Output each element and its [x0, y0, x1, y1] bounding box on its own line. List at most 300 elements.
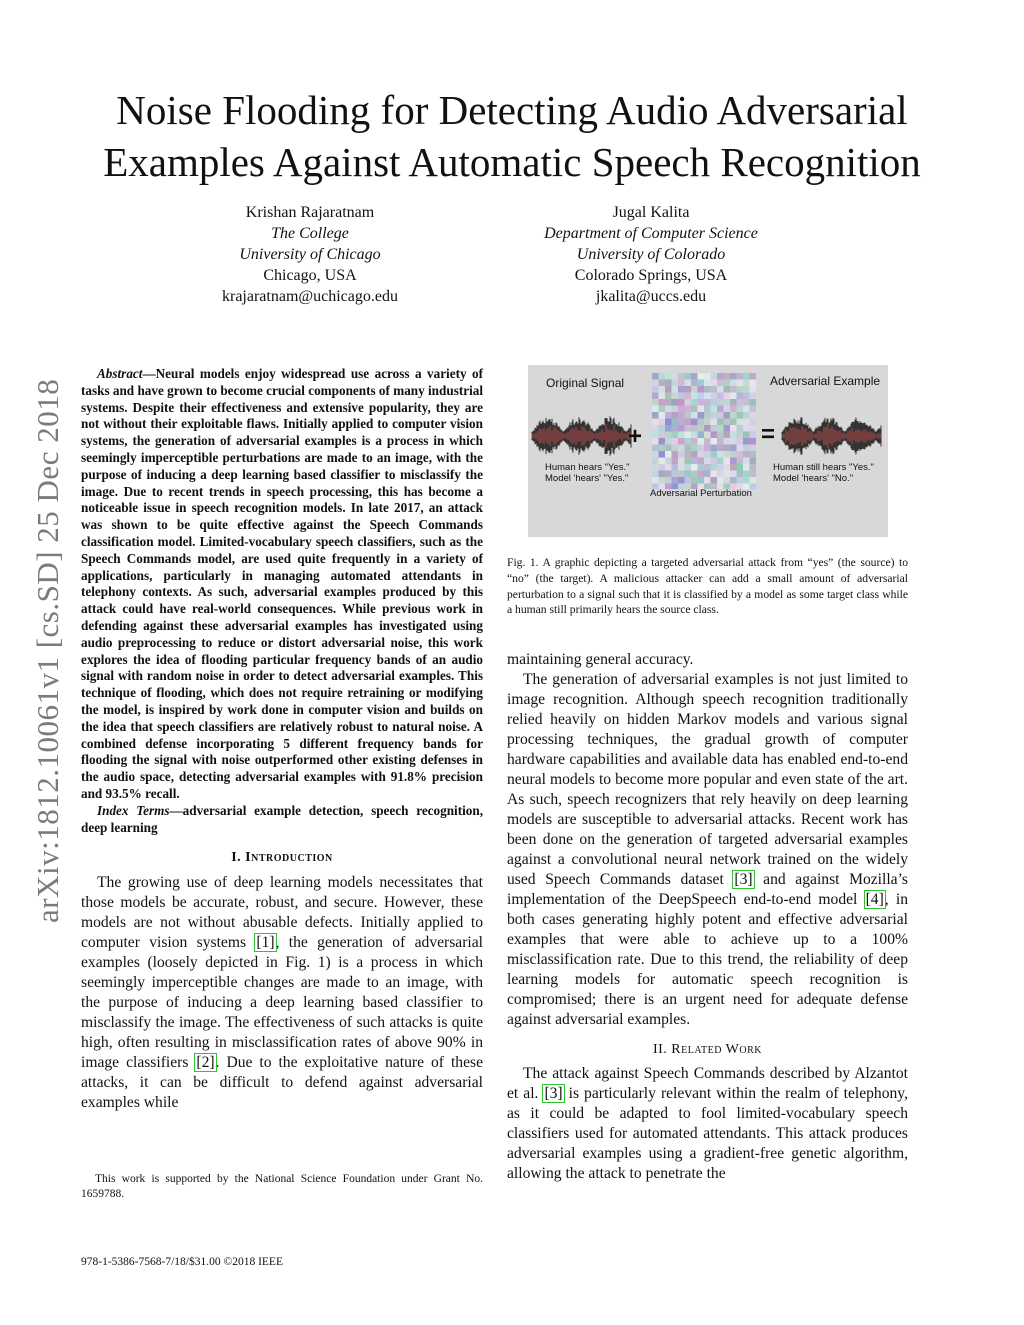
noise-pixel	[730, 464, 737, 471]
noise-pixel	[652, 380, 659, 387]
intro-text-b: , the generation of adversarial examples (loosely depicted in Fig. 1) is a process in which seemingly imperceptible changes are made to an image, with the purpose of inducing a deep learning based classifier to misclassify the image. The effectiveness of such attacks is quite high, often resulting in misclassification rates of above 90% in image classifiers	[81, 934, 483, 1072]
noise-pixel	[730, 419, 737, 426]
noise-pixel	[711, 412, 718, 419]
noise-pixel	[750, 386, 757, 393]
noise-pixel	[691, 445, 698, 452]
noise-pixel	[750, 438, 757, 445]
noise-pixel	[678, 477, 685, 484]
author-univ: University of Colorado	[576, 246, 726, 263]
citation-link-4[interactable]: [4]	[865, 891, 884, 908]
noise-pixel	[652, 393, 659, 400]
noise-pixel	[750, 425, 757, 432]
noise-pixel	[737, 393, 744, 400]
noise-pixel	[698, 432, 705, 439]
related-paragraph-1	[507, 1064, 908, 1184]
noise-pixel	[659, 425, 666, 432]
noise-pixel	[691, 458, 698, 465]
noise-pixel	[743, 393, 750, 400]
section-heading-introduction: I. Introduction	[231, 850, 333, 866]
noise-pixel	[685, 425, 692, 432]
noise-pixel	[659, 406, 666, 413]
noise-pixel	[672, 419, 679, 426]
noise-pixel	[730, 412, 737, 419]
noise-pixel	[737, 373, 744, 380]
noise-pixel	[737, 386, 744, 393]
citation-link-2[interactable]: [2]	[196, 1054, 215, 1072]
abstract-lead: Abstract	[97, 366, 143, 381]
noise-pixel	[659, 438, 666, 445]
noise-pixel	[691, 393, 698, 400]
noise-pixel	[711, 458, 718, 465]
noise-pixel	[698, 425, 705, 432]
noise-pixel	[672, 445, 679, 452]
noise-pixel	[698, 451, 705, 458]
noise-pixel	[724, 399, 731, 406]
related-text-a: The attack against Speech Commands described by Alzantot et al.	[507, 1065, 908, 1102]
noise-pixel	[743, 399, 750, 406]
author-location: Chicago, USA	[263, 267, 357, 284]
figure-human-hears-1: Human hears "Yes."	[545, 462, 630, 473]
noise-pixel	[685, 464, 692, 471]
noise-pixel	[717, 464, 724, 471]
noise-pixel	[665, 412, 672, 419]
original-waveform-image	[530, 413, 634, 459]
noise-pixel	[711, 425, 718, 432]
noise-pixel	[717, 438, 724, 445]
noise-pixel	[678, 373, 685, 380]
noise-pixel	[737, 399, 744, 406]
author-name: Jugal Kalita	[612, 204, 690, 221]
noise-pixel	[730, 380, 737, 387]
noise-pixel	[737, 412, 744, 419]
noise-pixel	[704, 477, 711, 484]
author-location: Colorado Springs, USA	[574, 267, 728, 284]
noise-pixel	[659, 464, 666, 471]
noise-pixel	[730, 373, 737, 380]
right-paragraph-1	[507, 670, 908, 1030]
noise-pixel	[685, 438, 692, 445]
noise-pixel	[750, 399, 757, 406]
noise-pixel	[672, 432, 679, 439]
noise-pixel	[704, 419, 711, 426]
original-waveform	[532, 416, 631, 456]
noise-pixel	[691, 432, 698, 439]
right-text-c: , in both cases generating highly potent and effective adversarial examples that were able to achieve up to a 100% misclassification rate. Due to this trend, the reliability of deep learning models for automatic speech recognition is compromised; there is an urgent need for adequate defense against adversarial examples.	[507, 891, 908, 1028]
plus-sign: +	[628, 423, 643, 450]
noise-pixel	[672, 373, 679, 380]
noise-pixel	[711, 471, 718, 478]
noise-pixel	[743, 419, 750, 426]
noise-pixel	[743, 471, 750, 478]
noise-pixel	[691, 373, 698, 380]
noise-pixel	[750, 406, 757, 413]
figure-human-hears-2: Human still hears "Yes."	[773, 462, 874, 473]
footnote-block	[81, 1172, 483, 1202]
noise-pixel	[724, 477, 731, 484]
noise-pixel	[717, 477, 724, 484]
noise-pixel	[743, 425, 750, 432]
noise-pixel	[659, 451, 666, 458]
noise-pixel	[652, 412, 659, 419]
noise-pixel	[730, 406, 737, 413]
noise-pixel	[685, 471, 692, 478]
noise-pixel	[743, 406, 750, 413]
noise-pixel	[698, 438, 705, 445]
intro-text-a: The growing use of deep learning models necessitates that those models be accurate, robust, and secure. However, these models are not without abusable defects. Initially applied to computer vision systems	[81, 874, 483, 952]
noise-pixel	[652, 471, 659, 478]
figure-perturbation-label: Adversarial Perturbation	[650, 488, 752, 499]
figure-adversarial-example-label: Adversarial Example	[770, 374, 881, 388]
noise-pixel	[711, 451, 718, 458]
noise-pixel	[698, 399, 705, 406]
noise-pixel	[750, 477, 757, 484]
noise-pixel	[704, 451, 711, 458]
noise-pixel	[743, 373, 750, 380]
figure-1	[528, 365, 888, 537]
noise-pixel	[698, 477, 705, 484]
noise-pixel	[678, 438, 685, 445]
noise-pixel	[717, 412, 724, 419]
noise-pixel	[698, 458, 705, 465]
noise-pixel	[717, 393, 724, 400]
figure-model-hears-2: Model 'hears' "No."	[773, 473, 854, 484]
noise-pixel	[652, 399, 659, 406]
noise-pixel	[724, 380, 731, 387]
noise-pixel	[691, 412, 698, 419]
index-terms-lead: Index Terms	[97, 802, 170, 818]
noise-pixel	[737, 438, 744, 445]
noise-pixel	[717, 432, 724, 439]
noise-pixel	[698, 419, 705, 426]
noise-pixel	[665, 399, 672, 406]
noise-pixel	[704, 438, 711, 445]
title-line-2: Examples Against Automatic Speech Recognition	[103, 139, 921, 185]
noise-pixel	[743, 380, 750, 387]
figure-model-hears-1: Model 'hears' "Yes."	[545, 473, 629, 484]
noise-pixel	[659, 419, 666, 426]
noise-pixel	[724, 393, 731, 400]
noise-pixel	[691, 464, 698, 471]
noise-pixel	[711, 406, 718, 413]
noise-pixel	[704, 445, 711, 452]
noise-pixel	[698, 386, 705, 393]
author-block-1	[150, 202, 470, 307]
abstract-text: —Neural models enjoy widespread use across a variety of tasks and have grown to become crucial components of many industrial systems. Despite their effectiveness and extensive popularity, they are not without their exploitable flaws. Initially applied to computer vision systems, the generation of adversarial examples is a process in which seemingly imperceptible perturbations are made to an image, with the purpose of inducing a deep learning based classifier to misclassify the image. Due to recent trends in speech processing, this has become a noticeable issue in speech recognition models. In late 2017, an attack was shown to be quite effective against the Speech Commands classification model. Limited-vocabulary speech classifiers, such as the Speech Commands model, are used quite frequently in a variety of applications, particularly in managing automated attendants in telephony contexts. As such, adversarial examples produced by this attack could have real-world consequences. While previous work in defending against these adversarial examples has investigated using audio preprocessing to reduce or distort adversarial noise, this work explores the idea of flooding particular frequency bands of an audio signal with random noise in order to detect adversarial examples. This technique of flooding, which does not require retraining or modifying the model, is inspired by work done in computer vision and builds on the idea that speech classifiers are relatively robust to natural noise. A combined defense incorporating 5 different frequency bands for flooding the signal with noise outperformed other existing defenses in the audio space, detecting adversarial examples with 91.8% precision and 93.5% recall.	[81, 366, 483, 801]
noise-pixel	[711, 432, 718, 439]
noise-pixel	[685, 432, 692, 439]
noise-pixel	[665, 406, 672, 413]
noise-pixel	[698, 393, 705, 400]
noise-pixel	[750, 419, 757, 426]
noise-pixel	[652, 445, 659, 452]
noise-pixel	[678, 412, 685, 419]
noise-pixel	[665, 380, 672, 387]
noise-pixel	[685, 458, 692, 465]
noise-pixel	[652, 419, 659, 426]
noise-pixel	[652, 425, 659, 432]
noise-pixel	[672, 438, 679, 445]
noise-pixel	[750, 445, 757, 452]
noise-pixel	[652, 451, 659, 458]
noise-pixel	[750, 373, 757, 380]
noise-pixel	[685, 477, 692, 484]
noise-pixel	[704, 432, 711, 439]
noise-pixel	[665, 386, 672, 393]
noise-pixel	[717, 471, 724, 478]
noise-pixel	[717, 373, 724, 380]
noise-pixel	[672, 464, 679, 471]
noise-pixel	[750, 432, 757, 439]
noise-pixel	[743, 464, 750, 471]
noise-pixel	[743, 386, 750, 393]
noise-pixel	[652, 458, 659, 465]
noise-pixel	[724, 471, 731, 478]
noise-pixel	[691, 425, 698, 432]
noise-pixel	[737, 458, 744, 465]
noise-pixel	[698, 380, 705, 387]
noise-pixel	[672, 386, 679, 393]
noise-pixel	[659, 399, 666, 406]
noise-pixel	[698, 406, 705, 413]
noise-pixel	[672, 380, 679, 387]
noise-pixel	[743, 412, 750, 419]
noise-pixel	[678, 386, 685, 393]
index-terms-text: —adversarial example detection, speech recognition, deep learning	[81, 802, 483, 835]
noise-pixel	[685, 386, 692, 393]
noise-pixel	[750, 458, 757, 465]
noise-pixel	[750, 451, 757, 458]
noise-pixel	[698, 464, 705, 471]
author-name: Krishan Rajaratnam	[245, 204, 375, 221]
author-univ: University of Chicago	[239, 246, 381, 263]
noise-pixel	[724, 406, 731, 413]
noise-pixel	[743, 438, 750, 445]
noise-pixel	[711, 380, 718, 387]
noise-pixel	[678, 406, 685, 413]
noise-pixel	[665, 445, 672, 452]
noise-pixel	[711, 393, 718, 400]
noise-pixel	[730, 471, 737, 478]
right-paragraph-continued: maintaining general accuracy.	[507, 651, 694, 668]
noise-pixel	[672, 399, 679, 406]
noise-pixel	[659, 471, 666, 478]
adversarial-waveform-image	[780, 413, 884, 459]
noise-pixel	[737, 406, 744, 413]
figure-1-caption: Fig. 1. A graphic depicting a targeted adversarial attack from “yes” (the source) to “no” (the target). A malicious attacker can add a small amount of adversarial perturbation to a signal such that it is classified by a model as some target class while a human still primarily hears the source class.	[507, 556, 908, 617]
noise-pixel	[750, 471, 757, 478]
noise-pixel	[724, 373, 731, 380]
right-column	[507, 650, 908, 1184]
noise-pixel	[659, 412, 666, 419]
noise-pixel	[665, 438, 672, 445]
noise-pixel	[678, 425, 685, 432]
noise-pixel	[711, 419, 718, 426]
noise-pixel	[730, 399, 737, 406]
noise-pixel	[672, 451, 679, 458]
noise-pixel	[704, 406, 711, 413]
noise-pixel	[691, 451, 698, 458]
noise-pixel	[717, 451, 724, 458]
noise-pixel	[652, 386, 659, 393]
noise-pixel	[743, 445, 750, 452]
noise-pixel	[730, 477, 737, 484]
noise-pixel	[678, 471, 685, 478]
noise-pixel	[717, 380, 724, 387]
noise-pixel	[652, 464, 659, 471]
noise-pixel	[685, 412, 692, 419]
noise-pixel	[711, 445, 718, 452]
noise-pixel	[691, 399, 698, 406]
noise-pixel	[730, 445, 737, 452]
noise-pixel	[704, 425, 711, 432]
noise-pixel	[685, 380, 692, 387]
noise-pixel	[652, 406, 659, 413]
noise-pixel	[678, 458, 685, 465]
noise-pixel	[678, 393, 685, 400]
noise-pixel	[665, 393, 672, 400]
noise-pixel	[678, 464, 685, 471]
noise-pixel	[698, 445, 705, 452]
noise-pixel	[717, 419, 724, 426]
intro-text-c: . Due to the exploitative nature of these attacks, it can be difficult to defend against adversarial examples while	[81, 1054, 483, 1112]
noise-pixel	[652, 477, 659, 484]
noise-pixel	[685, 419, 692, 426]
paper-title	[60, 84, 964, 188]
noise-pixel	[717, 386, 724, 393]
noise-pixel	[730, 425, 737, 432]
title-line-1: Noise Flooding for Detecting Audio Adversarial	[116, 87, 908, 133]
noise-pixel	[730, 393, 737, 400]
author-block-2	[491, 202, 811, 307]
citation-link-1[interactable]: [1]	[256, 934, 275, 952]
noise-pixel	[659, 380, 666, 387]
noise-pixel	[685, 393, 692, 400]
noise-pixel	[659, 445, 666, 452]
noise-pixel	[704, 412, 711, 419]
noise-pixel	[724, 445, 731, 452]
noise-pixel	[724, 386, 731, 393]
noise-pixel	[665, 419, 672, 426]
intro-paragraph	[81, 873, 483, 1113]
noise-pixel	[737, 471, 744, 478]
noise-pixel	[704, 471, 711, 478]
adversarial-waveform	[782, 417, 881, 455]
noise-pixel	[724, 425, 731, 432]
noise-pixel	[711, 477, 718, 484]
noise-pixel	[685, 445, 692, 452]
noise-pixel	[659, 477, 666, 484]
author-dept: Department of Computer Science	[544, 225, 758, 242]
noise-pixel	[685, 451, 692, 458]
noise-pixel	[717, 406, 724, 413]
noise-pixel	[665, 373, 672, 380]
author-email: jkalita@uccs.edu	[595, 288, 707, 305]
noise-pixel	[672, 477, 679, 484]
noise-pixel	[652, 373, 659, 380]
noise-pixel	[711, 464, 718, 471]
noise-pixel	[704, 373, 711, 380]
noise-pixel	[652, 438, 659, 445]
right-text-a: The generation of adversarial examples is not just limited to image recognition. Although speech recognition traditionally relied heavily on hidden Markov models and various signal processing techniques, the gradual growth of computer hardware capabilities and available data has enabled end-to-end neural models to become more popular and even state of the art. As such, speech recognizers that rely heavily on deep learning models are susceptible to adversarial attacks. Recent work has been done on the generation of targeted adversarial examples against a convolutional neural network trained on the widely used Speech Commands dataset	[507, 671, 908, 888]
noise-pixel	[743, 477, 750, 484]
noise-pixel	[730, 386, 737, 393]
noise-pixel	[659, 393, 666, 400]
section-heading-related-work: II. Related Work	[652, 1042, 762, 1057]
noise-pixel	[704, 464, 711, 471]
noise-pixel	[678, 399, 685, 406]
citation-link-3[interactable]: [3]	[734, 871, 753, 888]
right-text-b: and against Mozilla’s implementation of the DeepSpeech end-to-end model	[507, 871, 908, 908]
noise-pixel	[652, 432, 659, 439]
noise-pixel	[665, 464, 672, 471]
index-terms	[81, 803, 483, 837]
noise-pixel	[665, 471, 672, 478]
noise-pixel	[724, 464, 731, 471]
noise-pixel	[750, 393, 757, 400]
noise-pixel	[730, 458, 737, 465]
noise-pixel	[724, 451, 731, 458]
noise-pixel	[750, 464, 757, 471]
noise-pixel	[743, 458, 750, 465]
noise-pixel	[724, 458, 731, 465]
noise-pixel	[711, 438, 718, 445]
noise-pixel	[685, 373, 692, 380]
noise-pixel	[698, 412, 705, 419]
noise-pixel	[737, 419, 744, 426]
noise-pixel	[750, 412, 757, 419]
equals-sign: =	[761, 421, 776, 448]
noise-pixel	[737, 477, 744, 484]
noise-pixel	[737, 445, 744, 452]
related-text-b: is particularly relevant within the realm of telephony, as it could be adapted to fool limited-vocabulary speech classifiers used for automated attendants. This attack produces adversarial examples using a gradient-free genetic algorithm, allowing the attack to penetrate the	[507, 1085, 908, 1182]
noise-pixel	[691, 438, 698, 445]
noise-pixel	[711, 373, 718, 380]
noise-pixel	[672, 458, 679, 465]
noise-pixel	[659, 432, 666, 439]
noise-pixel	[665, 451, 672, 458]
noise-pixel	[672, 393, 679, 400]
noise-pixel	[737, 464, 744, 471]
noise-pixel	[737, 380, 744, 387]
noise-pixel	[691, 471, 698, 478]
noise-pixel	[724, 412, 731, 419]
noise-pixel	[737, 425, 744, 432]
figure-original-signal-label: Original Signal	[546, 376, 625, 390]
noise-pixel	[665, 477, 672, 484]
noise-pixel	[730, 438, 737, 445]
noise-pixel	[704, 393, 711, 400]
noise-pixel	[685, 406, 692, 413]
noise-pixel	[724, 432, 731, 439]
noise-pixel	[711, 386, 718, 393]
noise-pixel	[724, 419, 731, 426]
noise-pixel	[717, 445, 724, 452]
citation-link-5[interactable]: [3]	[544, 1085, 563, 1102]
noise-pixel	[678, 419, 685, 426]
noise-pixel	[730, 451, 737, 458]
noise-pixel	[685, 399, 692, 406]
noise-pixel	[704, 380, 711, 387]
noise-pixel	[659, 458, 666, 465]
noise-pixel	[665, 458, 672, 465]
noise-pixel	[743, 432, 750, 439]
noise-pixel	[704, 386, 711, 393]
noise-pixel	[737, 432, 744, 439]
noise-pixel	[665, 425, 672, 432]
noise-pixel	[704, 458, 711, 465]
noise-pixel	[691, 477, 698, 484]
noise-pixel	[698, 471, 705, 478]
